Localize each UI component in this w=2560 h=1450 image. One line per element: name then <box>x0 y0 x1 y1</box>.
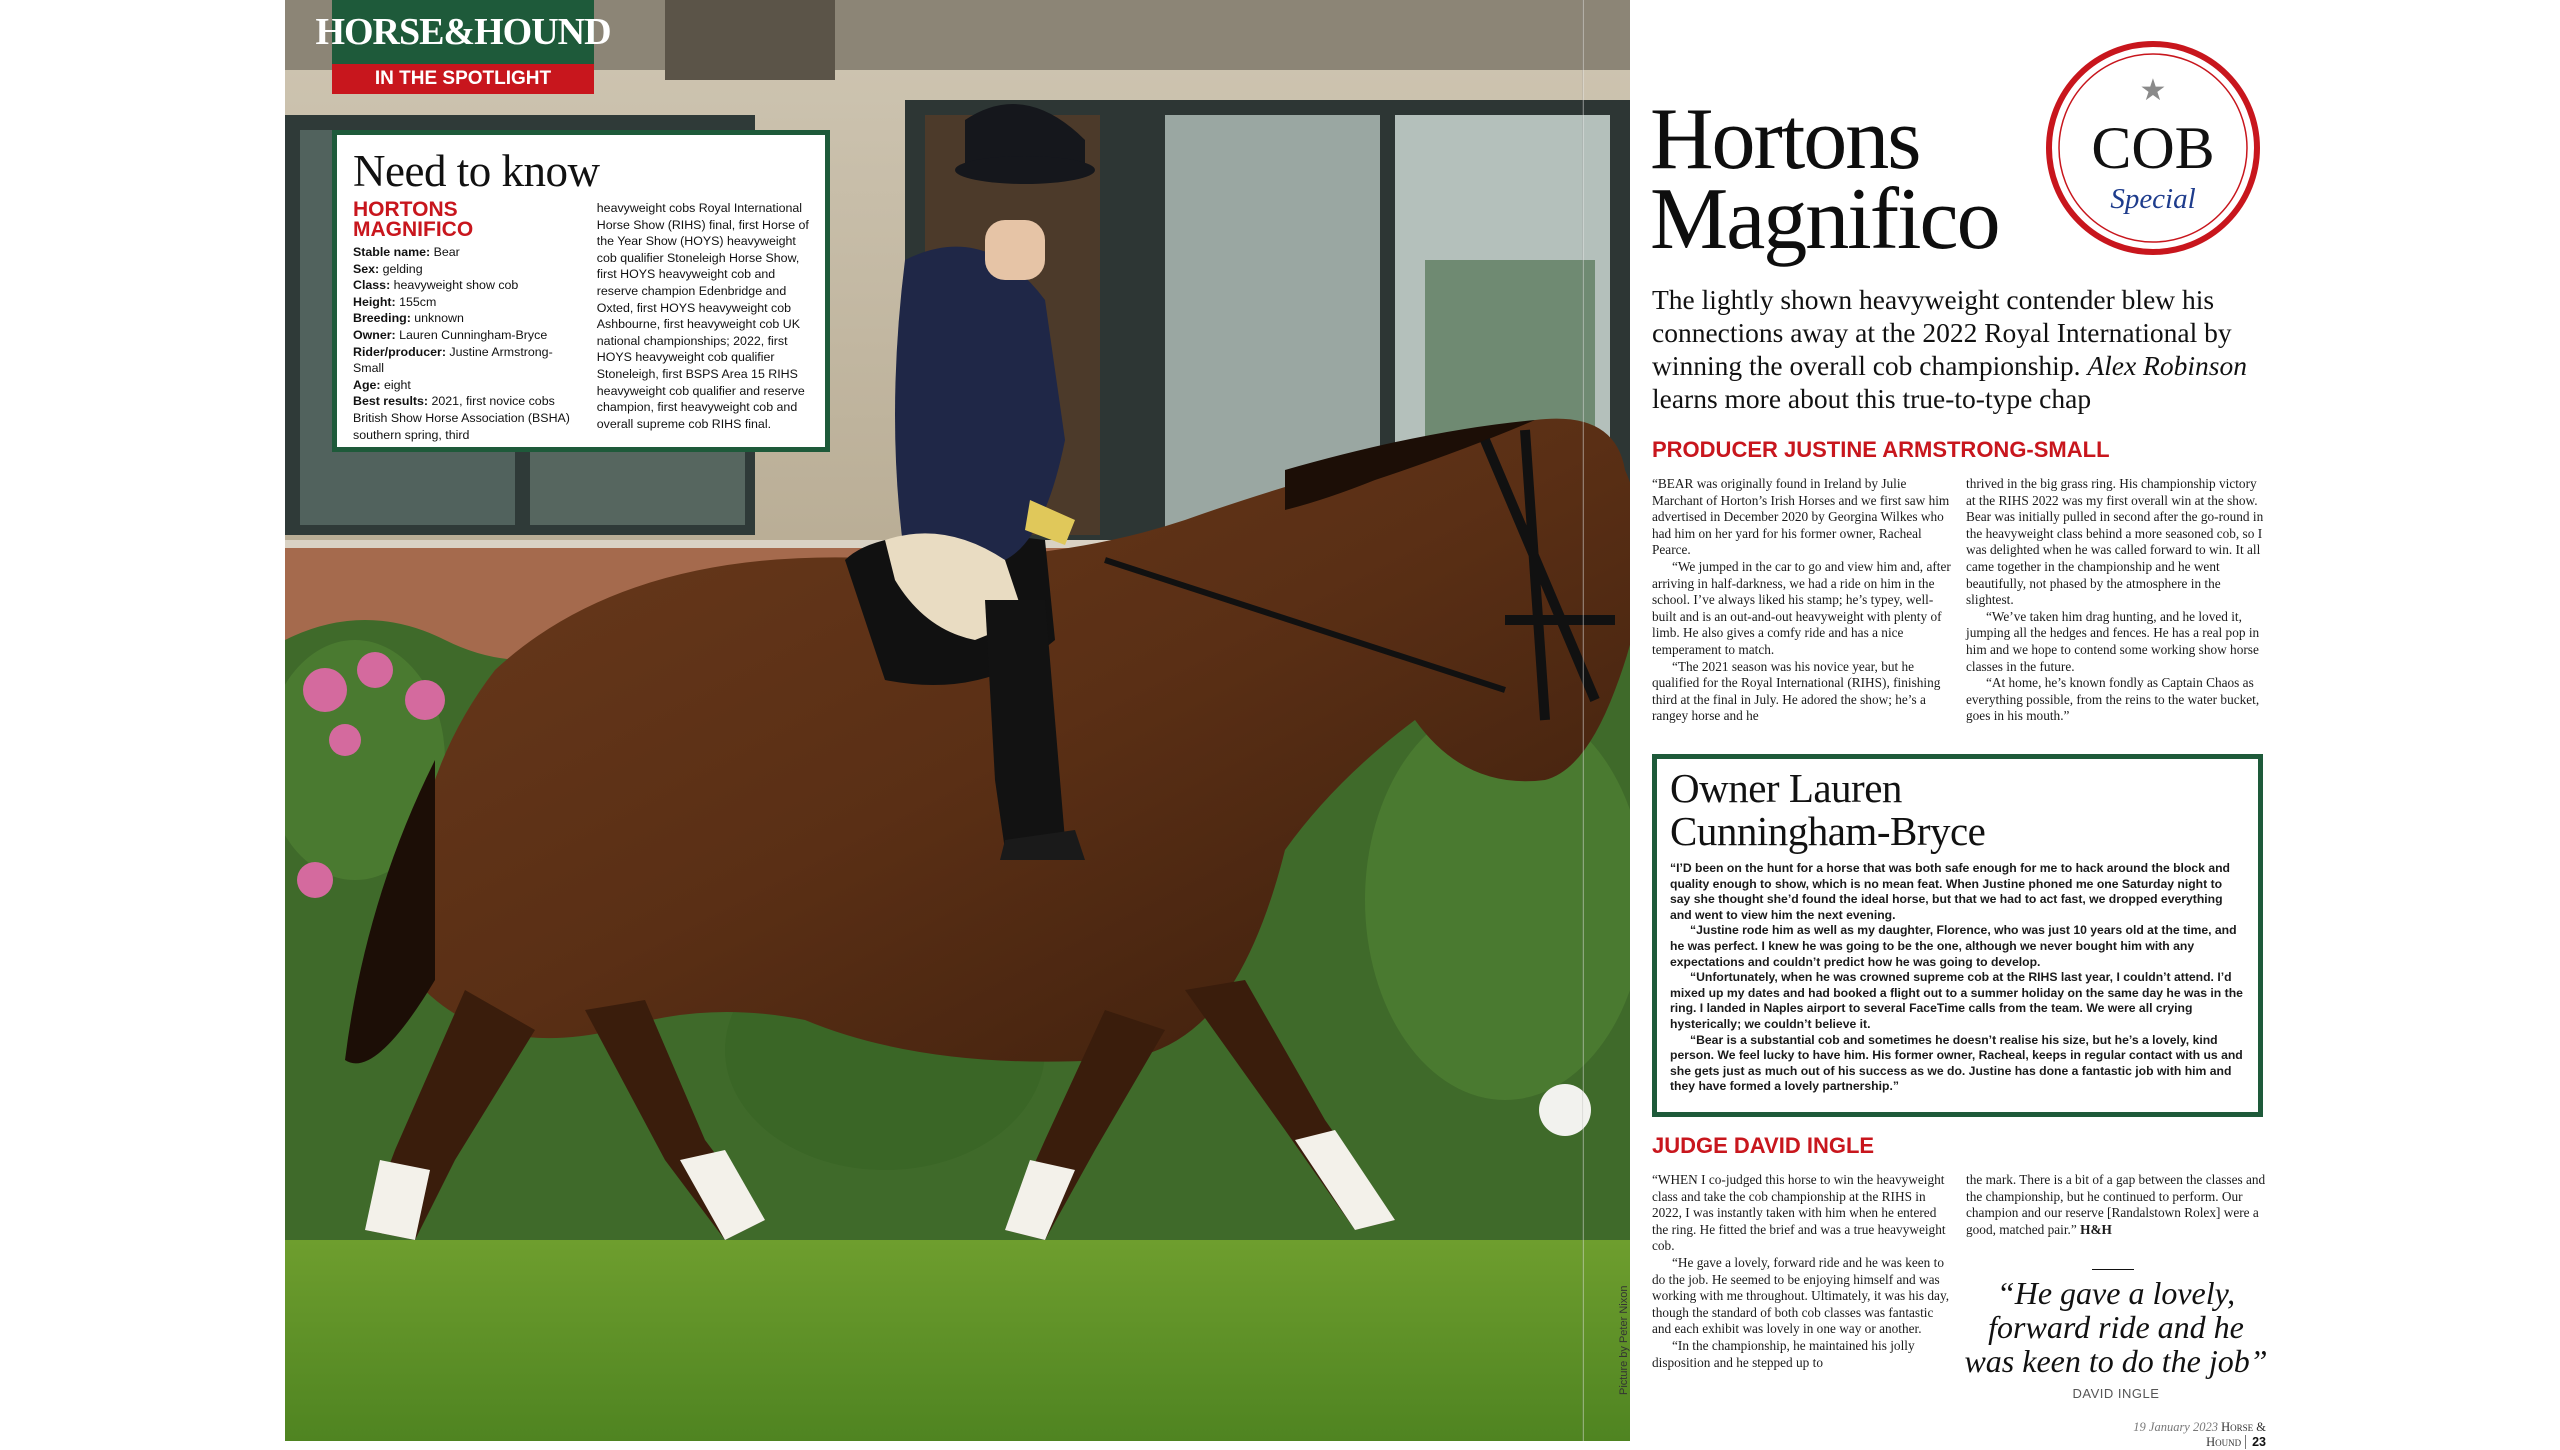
paragraph: the mark. There is a bit of a gap between the classes and the championship, but he continued to perform. Our champion and our reserve [Randalstown Rolex] were a good, matched pair.” H&H <box>1966 1172 2266 1237</box>
producer-col-2 <box>1966 476 2268 725</box>
fact-row: Age: eight <box>353 377 411 392</box>
horse-name: HORTONS MAGNIFICO <box>353 198 474 241</box>
star-icon: ★ <box>2139 73 2167 108</box>
need-to-know-box <box>332 130 830 452</box>
producer-col-1 <box>1652 476 1954 725</box>
fact-row: Height: 155cm <box>353 294 437 309</box>
judge-col-2 <box>1966 1172 2268 1238</box>
need-to-know-results-cont: heavyweight cobs Royal International Horse Show (RIHS) final, first Horse of the Year Show (HOYS) heavyweight cob qualifier Stoneleigh Horse Show, first HOYS heavyweight cob and reserve champion Edenbridge and Oxted, first HOYS heavyweight cob Ashbourne, first heavyweight cob UK national championships; 2022, first HOYS heavyweight cob qualifier Stoneleigh, first BSPS Area 15 RIHS heavyweight cob qualifier and reserve champion, first heavyweight cob and overall supreme cob RIHS final. <box>596 201 809 431</box>
issue-date: 19 January 2023 <box>2133 1420 2218 1434</box>
photo-credit: Picture by Peter Nixon <box>1618 1285 1630 1395</box>
paragraph: “Justine rode him as well as my daughter, Florence, who was just 10 years old at the time, and he was perfect. I knew he was going to be the one, although we never bought him with any expectations and couldn’t predict how he was going to develop. <box>1670 923 2237 969</box>
owner-text <box>1670 861 2245 1095</box>
masthead-logo: HORSE&HOUND <box>332 0 594 64</box>
judge-col-1 <box>1652 1172 1954 1371</box>
need-to-know-col-1 <box>353 200 577 443</box>
title-line-2: Magnifico <box>1650 171 1999 268</box>
paragraph: “The 2021 season was his novice year, but he qualified for the Royal International (RIHS), finishing third at the final in July. He adored the show; he’s a rangey horse and he <box>1652 658 1941 724</box>
need-to-know-heading: Need to know <box>353 146 600 196</box>
section-label: IN THE SPOTLIGHT <box>332 64 594 94</box>
quote-divider <box>2092 1269 2134 1270</box>
paragraph: thrived in the big grass ring. His championship victory at the RIHS 2022 was my first overall win at the show. Bear was initially pulled in second after the go-round in the heavyweight class behind a more seasoned cob, so I was delighted when he was called forward to win. It all came together in the championship and he went beautifully, not phased by the atmosphere in the slightest. <box>1966 476 2264 608</box>
fact-row: Sex: gelding <box>353 261 423 276</box>
owner-heading: Owner Lauren Cunningham-Bryce <box>1670 765 1986 854</box>
paragraph: “In the championship, he maintained his jolly disposition and he stepped up to <box>1652 1337 1915 1370</box>
masthead <box>315 0 611 94</box>
paragraph: “Unfortunately, when he was crowned supreme cob at the RIHS last year, I couldn’t attend. I’d mixed up my dates and had booked a flight out to a summer holiday on the same day he was in the ring. I landed in Naples airport to several FaceTime calls from the team. We were all crying hysterically; we couldn’t believe it. <box>1670 970 2243 1031</box>
standfirst: The lightly shown heavyweight contender blew his connections away at the 2022 Royal International by winning the overall cob championship. Alex Robinson learns more about this true-to-type chap <box>1652 284 2247 414</box>
article-title <box>1650 91 2070 268</box>
badge-sub: Special <box>2110 183 2196 215</box>
producer-heading: PRODUCER JUSTINE ARMSTRONG-SMALL <box>1652 437 2110 462</box>
folio <box>2076 1420 2266 1450</box>
paragraph: “We’ve taken him drag hunting, and he loved it, jumping all the hedges and fences. He has a real pop in him and we hope to contend some working show horse classes in the future. <box>1966 608 2260 674</box>
page-number: 23 <box>2245 1435 2266 1449</box>
judge-heading: JUDGE DAVID INGLE <box>1652 1133 1875 1158</box>
byline: Alex Robinson <box>2087 350 2247 381</box>
fact-row: Rider/producer: Justine Armstrong-Small <box>353 344 553 376</box>
fact-row: Class: heavyweight show cob <box>353 278 519 293</box>
badge-main: COB <box>2091 115 2215 181</box>
fact-row: Breeding: unknown <box>353 311 464 326</box>
fact-row: Best results: 2021, first novice cobs British Show Horse Association (BSHA) southern spring, third <box>353 394 570 442</box>
paragraph: “I’D been on the hunt for a horse that was both safe enough for me to hack around the block and quality enough to show, which is no mean feat. When Justine phoned me one Saturday night to say she thought she’d found the ideal horse, but that we had to act fast, we dropped everything and went to view him the next evening. <box>1670 861 2230 922</box>
pull-quote-attribution: DAVID INGLE <box>2072 1386 2160 1401</box>
end-mark: H&H <box>2076 1221 2112 1237</box>
fact-row: Owner: Lauren Cunningham-Bryce <box>353 327 548 342</box>
page-gutter <box>1582 0 1584 1441</box>
owner-box <box>1652 754 2263 1117</box>
paragraph: “At home, he’s known fondly as Captain Chaos as everything possible, from the reins to the water bucket, goes in his mouth.” <box>1966 675 2260 724</box>
fact-row: Stable name: Bear <box>353 245 460 259</box>
paragraph: “He gave a lovely, forward ride and he was keen to do the job. He seemed to be enjoying himself and was working with me throughout. Ultimately, it was his day, though the standard of both cob classes was fantastic and each exhibit was lovely in one way or another. <box>1652 1254 1950 1337</box>
paragraph: “BEAR was originally found in Ireland by Julie Marchant of Horton’s Irish Horses and we first saw him advertised in December 2020 by Georgina Wilkes who had him on her yard for his former owner, Racheal Pearce. <box>1652 476 1950 558</box>
paragraph: “We jumped in the car to go and view him and, after arriving in half-darkness, we had a ride on him in the school. I’ve always liked his stamp; he’s typey, well-built and is an out-and-out heavyweight with plenty of limb. He also gives a comfy ride and has a nice temperament to match. <box>1652 558 1951 657</box>
paragraph: “WHEN I co-judged this horse to win the heavyweight class and take the cob championship at the RIHS in 2022, I was instantly taken with him when he entered the ring. He fitted the brief and was a true heavyweight cob. <box>1652 1172 1946 1254</box>
publication-name: Horse & Hound <box>2206 1420 2266 1449</box>
paragraph: “Bear is a substantial cob and sometimes he doesn’t realise his size, but he’s a lovely, kind person. We feel lucky to have him. His former owner, Racheal, keeps in regular contact with us and she gets just as much out of his success as we do. Justine has done a fantastic job with him and they have formed a lovely partnership.” <box>1670 1032 2243 1094</box>
cob-special-badge <box>2043 38 2263 258</box>
title-line-1: Hortons <box>1650 91 1920 188</box>
pull-quote: “He gave a lovely, forward ride and he was keen to do the job” <box>1964 1275 2268 1379</box>
